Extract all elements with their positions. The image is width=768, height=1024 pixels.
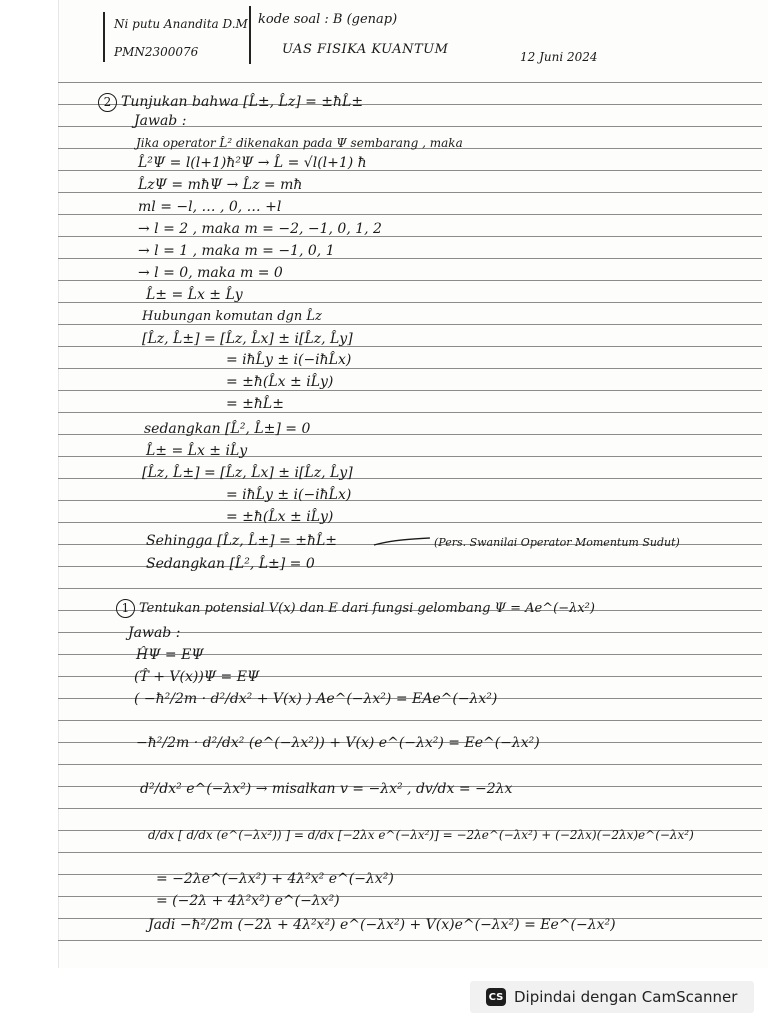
q2-line: L̂zΨ = mħΨ → L̂z = mħ xyxy=(138,177,303,193)
q2-line: = ±ħ(L̂x ± iL̂y) xyxy=(226,509,334,525)
exam-date: 12 Juni 2024 xyxy=(520,50,598,64)
q1-line: d/dx [ d/dx (e^(−λx²)) ] = d/dx [−2λx e^(−λx²)] = −2λe^(−λx²) + (−2λx)(−2λx)e^(−λx²) xyxy=(148,828,694,842)
exam-title: UAS FISIKA KUANTUM xyxy=(282,42,449,57)
q1-line: = −2λe^(−λx²) + 4λ²x² e^(−λx²) xyxy=(156,871,394,887)
q1-line: = (−2λ + 4λ²x²) e^(−λx²) xyxy=(156,893,340,909)
ruled-line xyxy=(58,522,762,523)
camscanner-badge xyxy=(470,981,754,1013)
q2-line: = ±ħL̂± xyxy=(226,396,284,412)
q1-line: (T̂ + V(x))Ψ = EΨ xyxy=(134,669,260,685)
exam-code: kode soal : B (genap) xyxy=(258,12,398,27)
q1-line: d²/dx² e^(−λx²) → misalkan v = −λx² , dv/dx = −2λx xyxy=(140,781,513,797)
q2-line: = iħL̂y ± i(−iħL̂x) xyxy=(226,352,352,368)
ruled-line xyxy=(58,390,762,391)
ruled-line xyxy=(58,720,762,721)
arrow-stroke-icon xyxy=(372,536,432,548)
q2-line: L̂± = L̂x ± L̂y xyxy=(146,287,243,303)
q2-heading xyxy=(98,93,363,112)
q1-line: Jawab : xyxy=(128,625,181,641)
q1-line: ( −ħ²/2m · d²/dx² + V(x) ) Ae^(−λx²) = EAe^(−λx²) xyxy=(134,691,498,707)
ruled-line xyxy=(58,852,762,853)
q2-line: sedangkan [L̂², L̂±] = 0 xyxy=(144,421,311,437)
q2-line: → l = 1 , maka m = −1, 0, 1 xyxy=(138,243,335,259)
q1-line: Jadi −ħ²/2m (−2λ + 4λ²x²) e^(−λx²) + V(x)e^(−λx²) = Ee^(−λx²) xyxy=(148,917,616,933)
header-left-border xyxy=(103,12,105,62)
ruled-line xyxy=(58,368,762,369)
student-name: Ni putu Anandita D.M xyxy=(114,17,248,31)
q2-line: L̂± = L̂x ± iL̂y xyxy=(146,443,248,459)
q2-line: [L̂z, L̂±] = [L̂z, L̂x] ± i[L̂z, L̂y] xyxy=(142,465,353,481)
q2-line: Jawab : xyxy=(134,113,187,129)
q2-line: = ±ħ(L̂x ± iL̂y) xyxy=(226,374,334,390)
camscanner-label: Dipindai dengan CamScanner xyxy=(514,988,738,1006)
q2-line: Sedangkan [L̂², L̂±] = 0 xyxy=(146,556,315,572)
q2-line: Sehingga [L̂z, L̂±] = ±ħL̂± xyxy=(146,533,338,549)
q2-line: [L̂z, L̂±] = [L̂z, L̂x] ± i[L̂z, L̂y] xyxy=(142,331,353,347)
q2-question: Tunjukan bahwa [L̂±, L̂z] = ±ħL̂± xyxy=(121,94,364,110)
q2-line: = iħL̂y ± i(−iħL̂x) xyxy=(226,487,352,503)
ruled-line xyxy=(58,764,762,765)
q2-line: ml = −l, … , 0, … +l xyxy=(138,199,282,215)
q1-heading xyxy=(116,599,595,618)
q1-line: ĤΨ = EΨ xyxy=(136,647,204,663)
camscanner-logo-icon: CS xyxy=(486,988,506,1006)
ruled-line xyxy=(58,412,762,413)
q1-question: Tentukan potensial V(x) dan E dari fungsi gelombang Ψ = Ae^(−λx²) xyxy=(139,601,595,616)
q2-number: 2 xyxy=(98,93,117,112)
ruled-line xyxy=(58,808,762,809)
q2-line: Jika operator L̂² dikenakan pada Ψ sembarang , maka xyxy=(136,136,463,150)
q2-line: (Pers. Swanilai Operator Momentum Sudut) xyxy=(434,536,680,549)
q2-line: L̂²Ψ = l(l+1)ħ²Ψ → L̂ = √l(l+1) ħ xyxy=(138,155,367,171)
ruled-line xyxy=(58,940,762,941)
q2-line: → l = 0, maka m = 0 xyxy=(138,265,283,281)
q2-line: → l = 2 , maka m = −2, −1, 0, 1, 2 xyxy=(138,221,382,237)
ruled-line xyxy=(58,500,762,501)
q2-line: Hubungan komutan dgn L̂z xyxy=(142,309,322,324)
q1-line: −ħ²/2m · d²/dx² (e^(−λx²)) + V(x) e^(−λx²) = Ee^(−λx²) xyxy=(136,735,540,751)
ruled-line xyxy=(58,82,762,83)
header-divider xyxy=(249,6,251,64)
q1-number: 1 xyxy=(116,599,135,618)
student-nim: PMN2300076 xyxy=(114,45,199,59)
ruled-line xyxy=(58,588,762,589)
